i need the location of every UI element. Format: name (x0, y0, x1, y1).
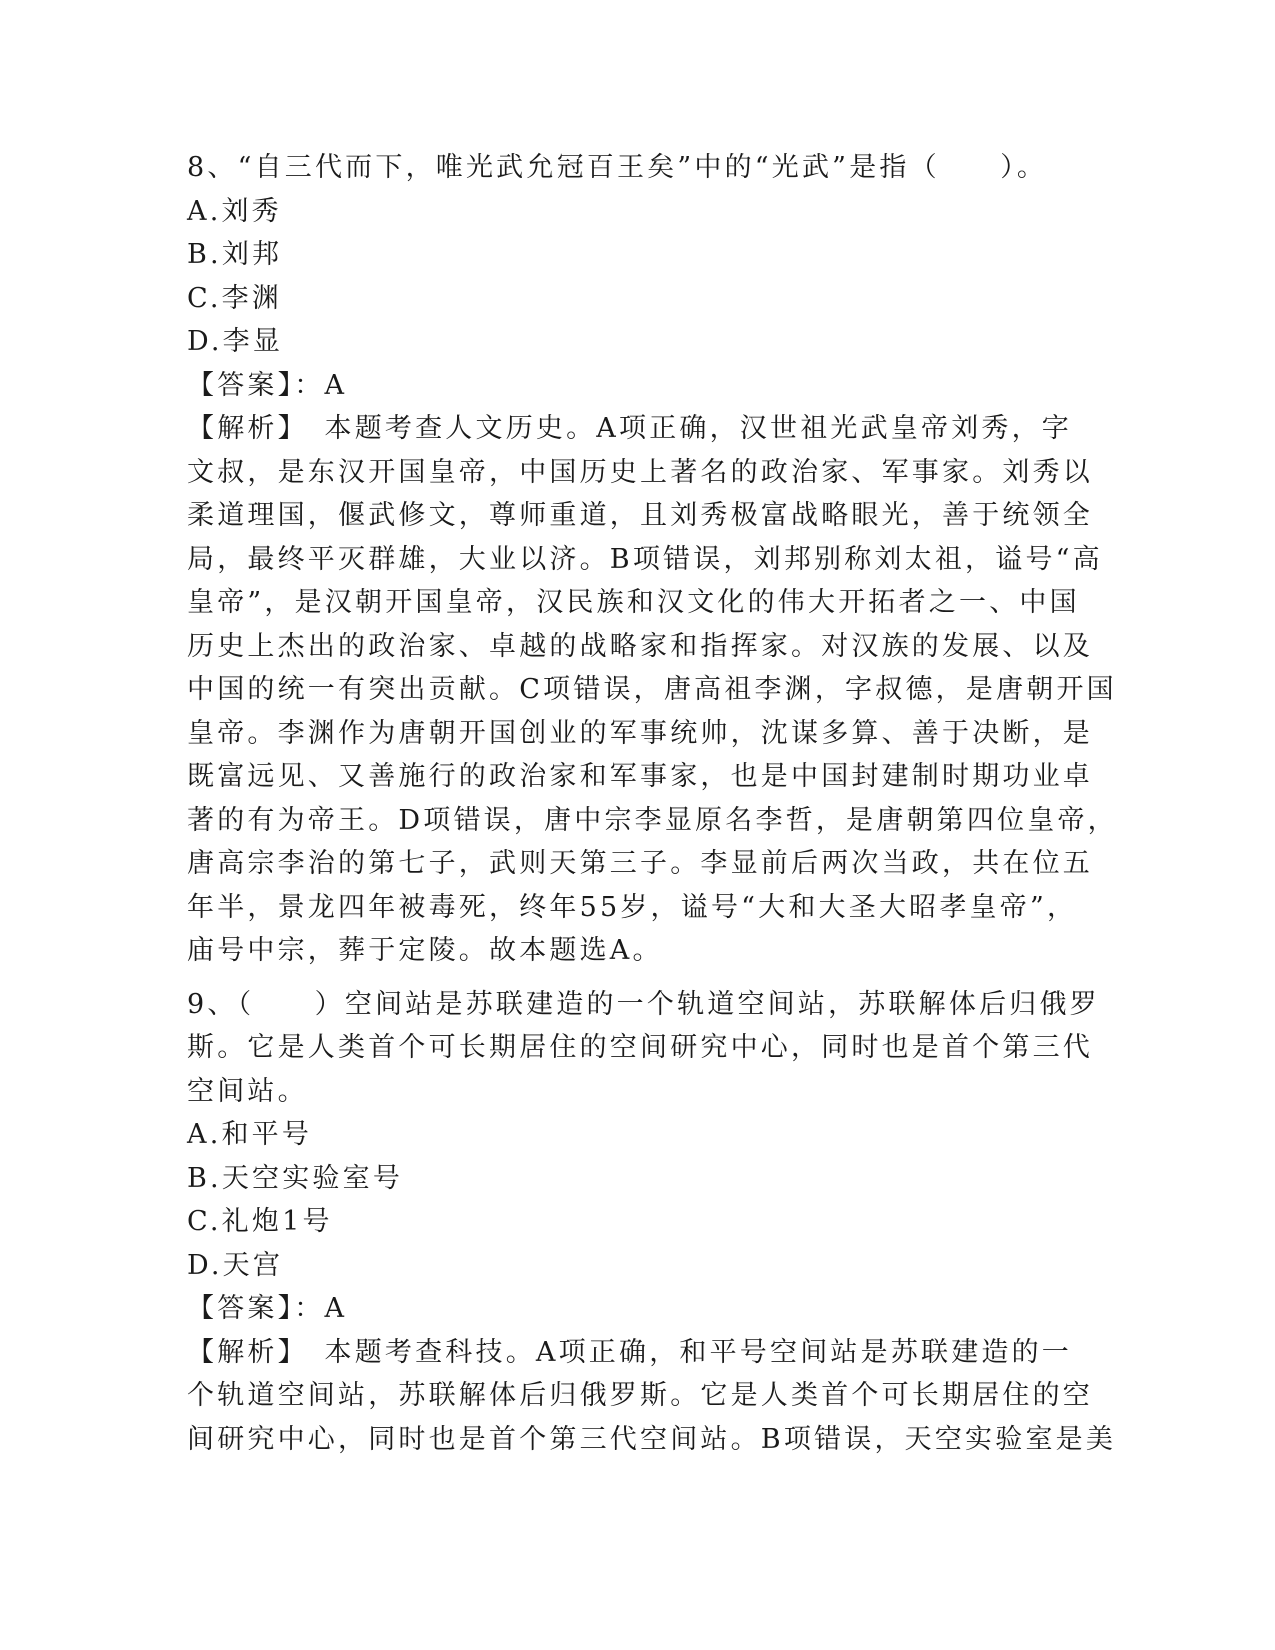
analysis-line: 皇帝”，是汉朝开国皇帝，汉民族和汉文化的伟大开拓者之一、中国 (187, 587, 1080, 618)
option-d: D.李显 (187, 326, 284, 357)
analysis-line: 年半，景龙四年被毒死，终年55岁，谥号“大和大圣大昭孝皇帝”， (187, 891, 1078, 923)
analysis-line: 间研究中心，同时也是首个第三代空间站。B项错误，天空实验室是美 (187, 1423, 1117, 1455)
analysis-line: 个轨道空间站，苏联解体后归俄罗斯。它是人类首个可长期居住的空 (187, 1380, 1093, 1411)
question-text: 空间站。 (187, 1075, 308, 1107)
analysis-line: 文叔，是东汉开国皇帝，中国历史上著名的政治家、军事家。刘秀以 (187, 456, 1093, 488)
option-a: A.刘秀 (187, 195, 282, 227)
question-block (187, 983, 1117, 1462)
analysis-line: 庙号中宗，葬于定陵。故本题选A。 (187, 935, 663, 966)
analysis-line: 既富远见、又善施行的政治家和军事家，也是中国封建制时期功业卓 (187, 761, 1093, 792)
option-c: C.李渊 (187, 282, 283, 314)
analysis-line: 中国的统一有突出贡献。C项错误，唐高祖李渊，字叔德，是唐朝开国 (187, 674, 1117, 705)
answer-line: 【答案】：A (187, 1293, 348, 1324)
option-c: C.礼炮1号 (187, 1206, 333, 1237)
analysis-line: 著的有为帝王。D项错误，唐中宗李显原名李哲，是唐朝第四位皇帝， (187, 804, 1118, 836)
option-a: A.和平号 (187, 1119, 313, 1150)
analysis-line: 局，最终平灭群雄，大业以济。B项错误，刘邦别称刘太祖，谥号“高 (187, 543, 1103, 575)
option-d: D.天宫 (187, 1249, 284, 1281)
document-page (187, 146, 1118, 1461)
question-text: 斯。它是人类首个可长期居住的空间研究中心，同时也是首个第三代 (187, 1032, 1093, 1063)
option-b: B.刘邦 (187, 239, 283, 270)
analysis-line: 【解析】 本题考查人文历史。A项正确，汉世祖光武皇帝刘秀，字 (187, 413, 1072, 444)
analysis-line: 【解析】 本题考查科技。A项正确，和平号空间站是苏联建造的一 (187, 1336, 1072, 1368)
question-spacer (187, 973, 1089, 983)
analysis-line: 唐高宗李治的第七子，武则天第三子。李显前后两次当政，共在位五 (187, 848, 1093, 879)
analysis-line: 柔道理国，偃武修文，尊师重道，且刘秀极富战略眼光，善于统领全 (187, 500, 1093, 531)
question-text: 9、（ ）空间站是苏联建造的一个轨道空间站，苏联解体后归俄罗 (187, 988, 1100, 1020)
answer-line: 【答案】：A (187, 369, 348, 401)
question-block (187, 146, 1118, 973)
option-b: B.天空实验室号 (187, 1162, 404, 1194)
analysis-line: 历史上杰出的政治家、卓越的战略家和指挥家。对汉族的发展、以及 (187, 630, 1093, 662)
analysis-line: 皇帝。李渊作为唐朝开国创业的军事统帅，沈谋多算、善于决断，是 (187, 717, 1093, 749)
question-text: 8、“自三代而下，唯光武允冠百王矣”中的“光武”是指（ ）。 (187, 152, 1048, 183)
